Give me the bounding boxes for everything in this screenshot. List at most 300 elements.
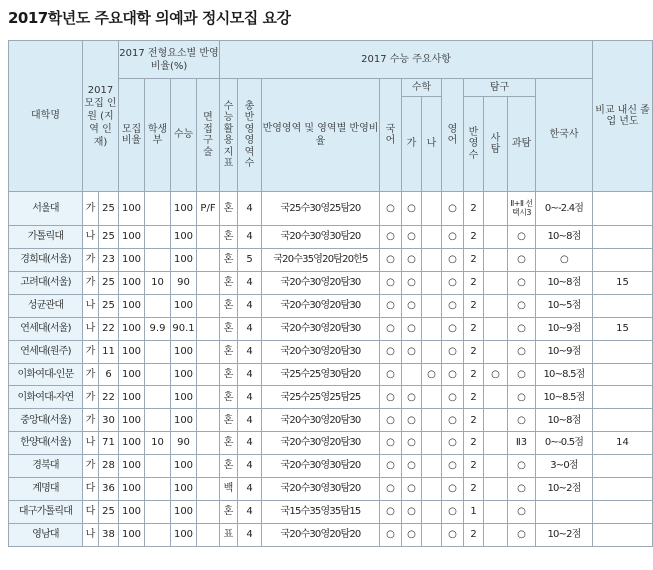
suneung-cell: 100 bbox=[171, 192, 197, 226]
history-cell: 10~8.5점 bbox=[536, 386, 593, 409]
math-na-cell bbox=[422, 500, 442, 523]
history-cell: 10~2점 bbox=[536, 478, 593, 501]
haksaeng-cell bbox=[145, 340, 171, 363]
kor-cell: ○ bbox=[380, 523, 402, 546]
gun-cell: 나 bbox=[83, 432, 99, 455]
interview-cell bbox=[197, 523, 220, 546]
kor-cell: ○ bbox=[380, 340, 402, 363]
areas-cell: 국20수30영30탐20 bbox=[262, 226, 380, 249]
interview-cell: P/F bbox=[197, 192, 220, 226]
header-interview: 면접 구술 bbox=[197, 79, 220, 192]
header-count: 총 반영 영역 수 bbox=[238, 79, 262, 192]
school-cell: 대구가톨릭대 bbox=[9, 500, 83, 523]
interview-cell bbox=[197, 271, 220, 294]
count-cell: 4 bbox=[238, 478, 262, 501]
kor-cell: ○ bbox=[380, 294, 402, 317]
tam-count-cell: 2 bbox=[464, 478, 484, 501]
count-cell: 4 bbox=[238, 363, 262, 386]
header-kor: 국어 bbox=[380, 79, 402, 192]
school-cell: 가톨릭대 bbox=[9, 226, 83, 249]
interview-cell bbox=[197, 409, 220, 432]
interview-cell bbox=[197, 432, 220, 455]
tam-count-cell: 2 bbox=[464, 317, 484, 340]
jipyo-cell: 혼 bbox=[220, 363, 238, 386]
areas-cell: 국20수30영30탐20 bbox=[262, 478, 380, 501]
count-cell: 5 bbox=[238, 249, 262, 272]
mojip-cell: 100 bbox=[119, 386, 145, 409]
quota-cell: 25 bbox=[99, 294, 119, 317]
extra-cell bbox=[593, 523, 653, 546]
school-cell: 연세대(원주) bbox=[9, 340, 83, 363]
history-cell bbox=[536, 500, 593, 523]
count-cell: 4 bbox=[238, 432, 262, 455]
quota-cell: 25 bbox=[99, 500, 119, 523]
tam-count-cell: 2 bbox=[464, 455, 484, 478]
math-na-cell bbox=[422, 409, 442, 432]
math-na-cell bbox=[422, 317, 442, 340]
gun-cell: 가 bbox=[83, 249, 99, 272]
header-math-na: 나 bbox=[422, 97, 442, 192]
tam-sa-cell bbox=[484, 294, 508, 317]
tam-count-cell: 1 bbox=[464, 500, 484, 523]
suneung-cell: 100 bbox=[171, 523, 197, 546]
areas-cell: 국25수25영25탐25 bbox=[262, 386, 380, 409]
eng-cell: ○ bbox=[442, 192, 464, 226]
suneung-cell: 90.1 bbox=[171, 317, 197, 340]
jipyo-cell: 혼 bbox=[220, 249, 238, 272]
extra-cell bbox=[593, 340, 653, 363]
tam-count-cell: 2 bbox=[464, 294, 484, 317]
count-cell: 4 bbox=[238, 500, 262, 523]
mojip-cell: 100 bbox=[119, 432, 145, 455]
haksaeng-cell: 10 bbox=[145, 432, 171, 455]
tam-gwa-cell: ○ bbox=[508, 340, 536, 363]
areas-cell: 국20수30영20탐30 bbox=[262, 409, 380, 432]
table-row bbox=[9, 478, 653, 501]
jipyo-cell: 혼 bbox=[220, 271, 238, 294]
page-title: 2017학년도 주요대학 의예과 정시모집 요강 bbox=[8, 9, 291, 27]
math-na-cell bbox=[422, 432, 442, 455]
areas-cell: 국20수30영20탐30 bbox=[262, 432, 380, 455]
tam-count-cell: 2 bbox=[464, 271, 484, 294]
school-cell: 서울대 bbox=[9, 192, 83, 226]
suneung-cell: 100 bbox=[171, 409, 197, 432]
extra-cell: 14 bbox=[593, 432, 653, 455]
table-row bbox=[9, 432, 653, 455]
jipyo-cell: 혼 bbox=[220, 386, 238, 409]
count-cell: 4 bbox=[238, 226, 262, 249]
mojip-cell: 100 bbox=[119, 523, 145, 546]
tam-sa-cell bbox=[484, 478, 508, 501]
history-cell: 10~5점 bbox=[536, 294, 593, 317]
interview-cell bbox=[197, 317, 220, 340]
tam-count-cell: 2 bbox=[464, 249, 484, 272]
tam-sa-cell bbox=[484, 340, 508, 363]
table-row bbox=[9, 500, 653, 523]
extra-cell bbox=[593, 386, 653, 409]
math-ga-cell bbox=[402, 363, 422, 386]
history-cell: 10~8.5점 bbox=[536, 363, 593, 386]
tam-sa-cell bbox=[484, 386, 508, 409]
school-cell: 경북대 bbox=[9, 455, 83, 478]
gun-cell: 나 bbox=[83, 317, 99, 340]
header-eng: 영어 bbox=[442, 79, 464, 192]
school-cell: 성균관대 bbox=[9, 294, 83, 317]
admission-table bbox=[8, 40, 650, 547]
tam-gwa-cell: ○ bbox=[508, 523, 536, 546]
tam-sa-cell: ○ bbox=[484, 363, 508, 386]
extra-cell bbox=[593, 192, 653, 226]
suneung-cell: 100 bbox=[171, 226, 197, 249]
areas-cell: 국25수25영30탐20 bbox=[262, 363, 380, 386]
math-ga-cell: ○ bbox=[402, 340, 422, 363]
haksaeng-cell bbox=[145, 409, 171, 432]
areas-cell: 국25수30영25탐20 bbox=[262, 192, 380, 226]
table-row bbox=[9, 249, 653, 272]
suneung-cell: 100 bbox=[171, 500, 197, 523]
haksaeng-cell bbox=[145, 249, 171, 272]
header-math: 수학 bbox=[402, 79, 442, 97]
table-row bbox=[9, 523, 653, 546]
extra-cell bbox=[593, 409, 653, 432]
kor-cell: ○ bbox=[380, 192, 402, 226]
school-cell: 계명대 bbox=[9, 478, 83, 501]
areas-cell: 국20수30영20탐20 bbox=[262, 523, 380, 546]
table-row bbox=[9, 409, 653, 432]
math-ga-cell: ○ bbox=[402, 523, 422, 546]
areas-cell: 국20수35영20탐20한5 bbox=[262, 249, 380, 272]
tam-gwa-cell: Ⅱ+Ⅱ 선택시3 bbox=[508, 192, 536, 226]
gun-cell: 나 bbox=[83, 294, 99, 317]
extra-cell bbox=[593, 294, 653, 317]
history-cell: 10~2점 bbox=[536, 523, 593, 546]
school-cell: 고려대(서울) bbox=[9, 271, 83, 294]
areas-cell: 국20수30영20탐30 bbox=[262, 294, 380, 317]
tam-gwa-cell: ○ bbox=[508, 249, 536, 272]
tam-count-cell: 2 bbox=[464, 340, 484, 363]
kor-cell: ○ bbox=[380, 409, 402, 432]
table-row bbox=[9, 455, 653, 478]
history-cell: ○ bbox=[536, 249, 593, 272]
count-cell: 4 bbox=[238, 294, 262, 317]
count-cell: 4 bbox=[238, 317, 262, 340]
interview-cell bbox=[197, 226, 220, 249]
areas-cell: 국20수30영20탐30 bbox=[262, 317, 380, 340]
tam-gwa-cell: ○ bbox=[508, 294, 536, 317]
math-na-cell bbox=[422, 192, 442, 226]
math-ga-cell: ○ bbox=[402, 386, 422, 409]
haksaeng-cell: 9.9 bbox=[145, 317, 171, 340]
quota-cell: 28 bbox=[99, 455, 119, 478]
suneung-cell: 100 bbox=[171, 478, 197, 501]
jipyo-cell: 혼 bbox=[220, 294, 238, 317]
history-cell: 10~8점 bbox=[536, 409, 593, 432]
eng-cell: ○ bbox=[442, 363, 464, 386]
haksaeng-cell bbox=[145, 192, 171, 226]
math-ga-cell: ○ bbox=[402, 432, 422, 455]
haksaeng-cell: 10 bbox=[145, 271, 171, 294]
haksaeng-cell bbox=[145, 455, 171, 478]
mojip-cell: 100 bbox=[119, 363, 145, 386]
tam-gwa-cell: ○ bbox=[508, 500, 536, 523]
eng-cell: ○ bbox=[442, 226, 464, 249]
history-cell: 0~-2.4점 bbox=[536, 192, 593, 226]
school-cell: 한양대(서울) bbox=[9, 432, 83, 455]
header-school: 대학명 bbox=[9, 41, 83, 192]
table-row bbox=[9, 386, 653, 409]
tam-sa-cell bbox=[484, 409, 508, 432]
kor-cell: ○ bbox=[380, 317, 402, 340]
quota-cell: 38 bbox=[99, 523, 119, 546]
extra-cell: 15 bbox=[593, 317, 653, 340]
tam-count-cell: 2 bbox=[464, 363, 484, 386]
haksaeng-cell bbox=[145, 386, 171, 409]
tam-gwa-cell: ○ bbox=[508, 271, 536, 294]
jipyo-cell: 백 bbox=[220, 478, 238, 501]
tam-count-cell: 2 bbox=[464, 386, 484, 409]
mojip-cell: 100 bbox=[119, 340, 145, 363]
table-row bbox=[9, 317, 653, 340]
header-tamgu: 탐구 bbox=[464, 79, 536, 97]
quota-cell: 22 bbox=[99, 386, 119, 409]
suneung-cell: 90 bbox=[171, 271, 197, 294]
interview-cell bbox=[197, 363, 220, 386]
jipyo-cell: 혼 bbox=[220, 409, 238, 432]
kor-cell: ○ bbox=[380, 478, 402, 501]
table-row bbox=[9, 363, 653, 386]
gun-cell: 나 bbox=[83, 226, 99, 249]
school-cell: 이화여대-자연 bbox=[9, 386, 83, 409]
header-tam-gwa: 과탐 bbox=[508, 97, 536, 192]
math-na-cell bbox=[422, 271, 442, 294]
quota-cell: 25 bbox=[99, 192, 119, 226]
tam-sa-cell bbox=[484, 249, 508, 272]
haksaeng-cell bbox=[145, 478, 171, 501]
mojip-cell: 100 bbox=[119, 192, 145, 226]
math-na-cell: ○ bbox=[422, 363, 442, 386]
tam-sa-cell bbox=[484, 192, 508, 226]
mojip-cell: 100 bbox=[119, 271, 145, 294]
history-cell: 10~9점 bbox=[536, 317, 593, 340]
kor-cell: ○ bbox=[380, 386, 402, 409]
gun-cell: 가 bbox=[83, 363, 99, 386]
history-cell: 10~8점 bbox=[536, 226, 593, 249]
math-ga-cell: ○ bbox=[402, 226, 422, 249]
jipyo-cell: 혼 bbox=[220, 432, 238, 455]
mojip-cell: 100 bbox=[119, 455, 145, 478]
interview-cell bbox=[197, 478, 220, 501]
math-na-cell bbox=[422, 523, 442, 546]
math-ga-cell: ○ bbox=[402, 478, 422, 501]
count-cell: 4 bbox=[238, 340, 262, 363]
jipyo-cell: 혼 bbox=[220, 455, 238, 478]
extra-cell bbox=[593, 478, 653, 501]
tam-gwa-cell: ○ bbox=[508, 226, 536, 249]
eng-cell: ○ bbox=[442, 478, 464, 501]
areas-cell: 국15수35영35탐15 bbox=[262, 500, 380, 523]
school-cell: 연세대(서울) bbox=[9, 317, 83, 340]
kor-cell: ○ bbox=[380, 363, 402, 386]
gun-cell: 가 bbox=[83, 192, 99, 226]
interview-cell bbox=[197, 294, 220, 317]
table-row bbox=[9, 340, 653, 363]
suneung-cell: 100 bbox=[171, 294, 197, 317]
extra-cell bbox=[593, 363, 653, 386]
extra-cell bbox=[593, 500, 653, 523]
table-row bbox=[9, 192, 653, 226]
kor-cell: ○ bbox=[380, 226, 402, 249]
jipyo-cell: 표 bbox=[220, 523, 238, 546]
quota-cell: 71 bbox=[99, 432, 119, 455]
quota-cell: 25 bbox=[99, 271, 119, 294]
quota-cell: 25 bbox=[99, 226, 119, 249]
tam-gwa-cell: ○ bbox=[508, 478, 536, 501]
suneung-cell: 100 bbox=[171, 363, 197, 386]
interview-cell bbox=[197, 340, 220, 363]
header-areas: 반영영역 및 영역별 반영비율 bbox=[262, 79, 380, 192]
school-cell: 이화여대-인문 bbox=[9, 363, 83, 386]
extra-cell bbox=[593, 226, 653, 249]
header-suneung: 수능 bbox=[171, 79, 197, 192]
school-cell: 영남대 bbox=[9, 523, 83, 546]
table-row bbox=[9, 271, 653, 294]
school-cell: 경희대(서울) bbox=[9, 249, 83, 272]
math-ga-cell: ○ bbox=[402, 271, 422, 294]
eng-cell: ○ bbox=[442, 271, 464, 294]
haksaeng-cell bbox=[145, 294, 171, 317]
math-na-cell bbox=[422, 455, 442, 478]
jipyo-cell: 혼 bbox=[220, 500, 238, 523]
header-ratio-group: 2017 전형요소별 반영비율(%) bbox=[119, 41, 220, 79]
tam-sa-cell bbox=[484, 523, 508, 546]
math-ga-cell: ○ bbox=[402, 294, 422, 317]
count-cell: 4 bbox=[238, 386, 262, 409]
table-row bbox=[9, 294, 653, 317]
quota-cell: 36 bbox=[99, 478, 119, 501]
areas-cell: 국20수30영20탐30 bbox=[262, 271, 380, 294]
math-na-cell bbox=[422, 340, 442, 363]
tam-count-cell: 2 bbox=[464, 192, 484, 226]
header-nonsubject: 비교 내신 졸업 년도 bbox=[593, 41, 653, 192]
kor-cell: ○ bbox=[380, 271, 402, 294]
gun-cell: 가 bbox=[83, 271, 99, 294]
suneung-cell: 100 bbox=[171, 386, 197, 409]
jipyo-cell: 혼 bbox=[220, 226, 238, 249]
tam-count-cell: 2 bbox=[464, 226, 484, 249]
haksaeng-cell bbox=[145, 363, 171, 386]
header-haksaeng: 학생부 bbox=[145, 79, 171, 192]
kor-cell: ○ bbox=[380, 455, 402, 478]
quota-cell: 23 bbox=[99, 249, 119, 272]
tam-gwa-cell: ○ bbox=[508, 363, 536, 386]
extra-cell bbox=[593, 455, 653, 478]
tam-gwa-cell: ○ bbox=[508, 386, 536, 409]
header-mojip: 모집 비율 bbox=[119, 79, 145, 192]
jipyo-cell: 혼 bbox=[220, 317, 238, 340]
history-cell: 3~0점 bbox=[536, 455, 593, 478]
gun-cell: 가 bbox=[83, 409, 99, 432]
gun-cell: 나 bbox=[83, 523, 99, 546]
haksaeng-cell bbox=[145, 500, 171, 523]
tam-gwa-cell: ○ bbox=[508, 317, 536, 340]
math-ga-cell: ○ bbox=[402, 192, 422, 226]
eng-cell: ○ bbox=[442, 455, 464, 478]
history-cell: 0~-0.5점 bbox=[536, 432, 593, 455]
math-na-cell bbox=[422, 294, 442, 317]
math-ga-cell: ○ bbox=[402, 409, 422, 432]
eng-cell: ○ bbox=[442, 294, 464, 317]
school-cell: 중앙대(서울) bbox=[9, 409, 83, 432]
count-cell: 4 bbox=[238, 409, 262, 432]
interview-cell bbox=[197, 249, 220, 272]
quota-cell: 6 bbox=[99, 363, 119, 386]
gun-cell: 다 bbox=[83, 478, 99, 501]
eng-cell: ○ bbox=[442, 340, 464, 363]
extra-cell: 15 bbox=[593, 271, 653, 294]
math-na-cell bbox=[422, 226, 442, 249]
tam-sa-cell bbox=[484, 226, 508, 249]
suneung-cell: 100 bbox=[171, 455, 197, 478]
tam-sa-cell bbox=[484, 455, 508, 478]
mojip-cell: 100 bbox=[119, 409, 145, 432]
areas-cell: 국20수30영30탐20 bbox=[262, 455, 380, 478]
count-cell: 4 bbox=[238, 271, 262, 294]
gun-cell: 가 bbox=[83, 386, 99, 409]
suneung-cell: 100 bbox=[171, 340, 197, 363]
mojip-cell: 100 bbox=[119, 294, 145, 317]
eng-cell: ○ bbox=[442, 317, 464, 340]
header-tam-count: 반영 수 bbox=[464, 97, 484, 192]
history-cell: 10~9점 bbox=[536, 340, 593, 363]
mojip-cell: 100 bbox=[119, 249, 145, 272]
haksaeng-cell bbox=[145, 523, 171, 546]
kor-cell: ○ bbox=[380, 249, 402, 272]
header-history: 한국사 bbox=[536, 79, 593, 192]
eng-cell: ○ bbox=[442, 249, 464, 272]
header-quota: 2017 모집 인원 (지역 인재) bbox=[83, 41, 119, 192]
tam-sa-cell bbox=[484, 500, 508, 523]
suneung-cell: 90 bbox=[171, 432, 197, 455]
eng-cell: ○ bbox=[442, 523, 464, 546]
gun-cell: 가 bbox=[83, 340, 99, 363]
math-na-cell bbox=[422, 249, 442, 272]
math-ga-cell: ○ bbox=[402, 500, 422, 523]
math-na-cell bbox=[422, 386, 442, 409]
count-cell: 4 bbox=[238, 192, 262, 226]
eng-cell: ○ bbox=[442, 386, 464, 409]
eng-cell: ○ bbox=[442, 409, 464, 432]
jipyo-cell: 혼 bbox=[220, 340, 238, 363]
mojip-cell: 100 bbox=[119, 226, 145, 249]
interview-cell bbox=[197, 386, 220, 409]
tam-gwa-cell: ○ bbox=[508, 409, 536, 432]
tam-sa-cell bbox=[484, 271, 508, 294]
table-row bbox=[9, 226, 653, 249]
jipyo-cell: 혼 bbox=[220, 192, 238, 226]
tam-count-cell: 2 bbox=[464, 432, 484, 455]
header-tam-sa: 사탐 bbox=[484, 97, 508, 192]
eng-cell: ○ bbox=[442, 432, 464, 455]
gun-cell: 가 bbox=[83, 455, 99, 478]
areas-cell: 국20수30영20탐30 bbox=[262, 340, 380, 363]
quota-cell: 11 bbox=[99, 340, 119, 363]
extra-cell bbox=[593, 249, 653, 272]
tam-count-cell: 2 bbox=[464, 523, 484, 546]
count-cell: 4 bbox=[238, 523, 262, 546]
kor-cell: ○ bbox=[380, 432, 402, 455]
math-ga-cell: ○ bbox=[402, 249, 422, 272]
math-ga-cell: ○ bbox=[402, 455, 422, 478]
